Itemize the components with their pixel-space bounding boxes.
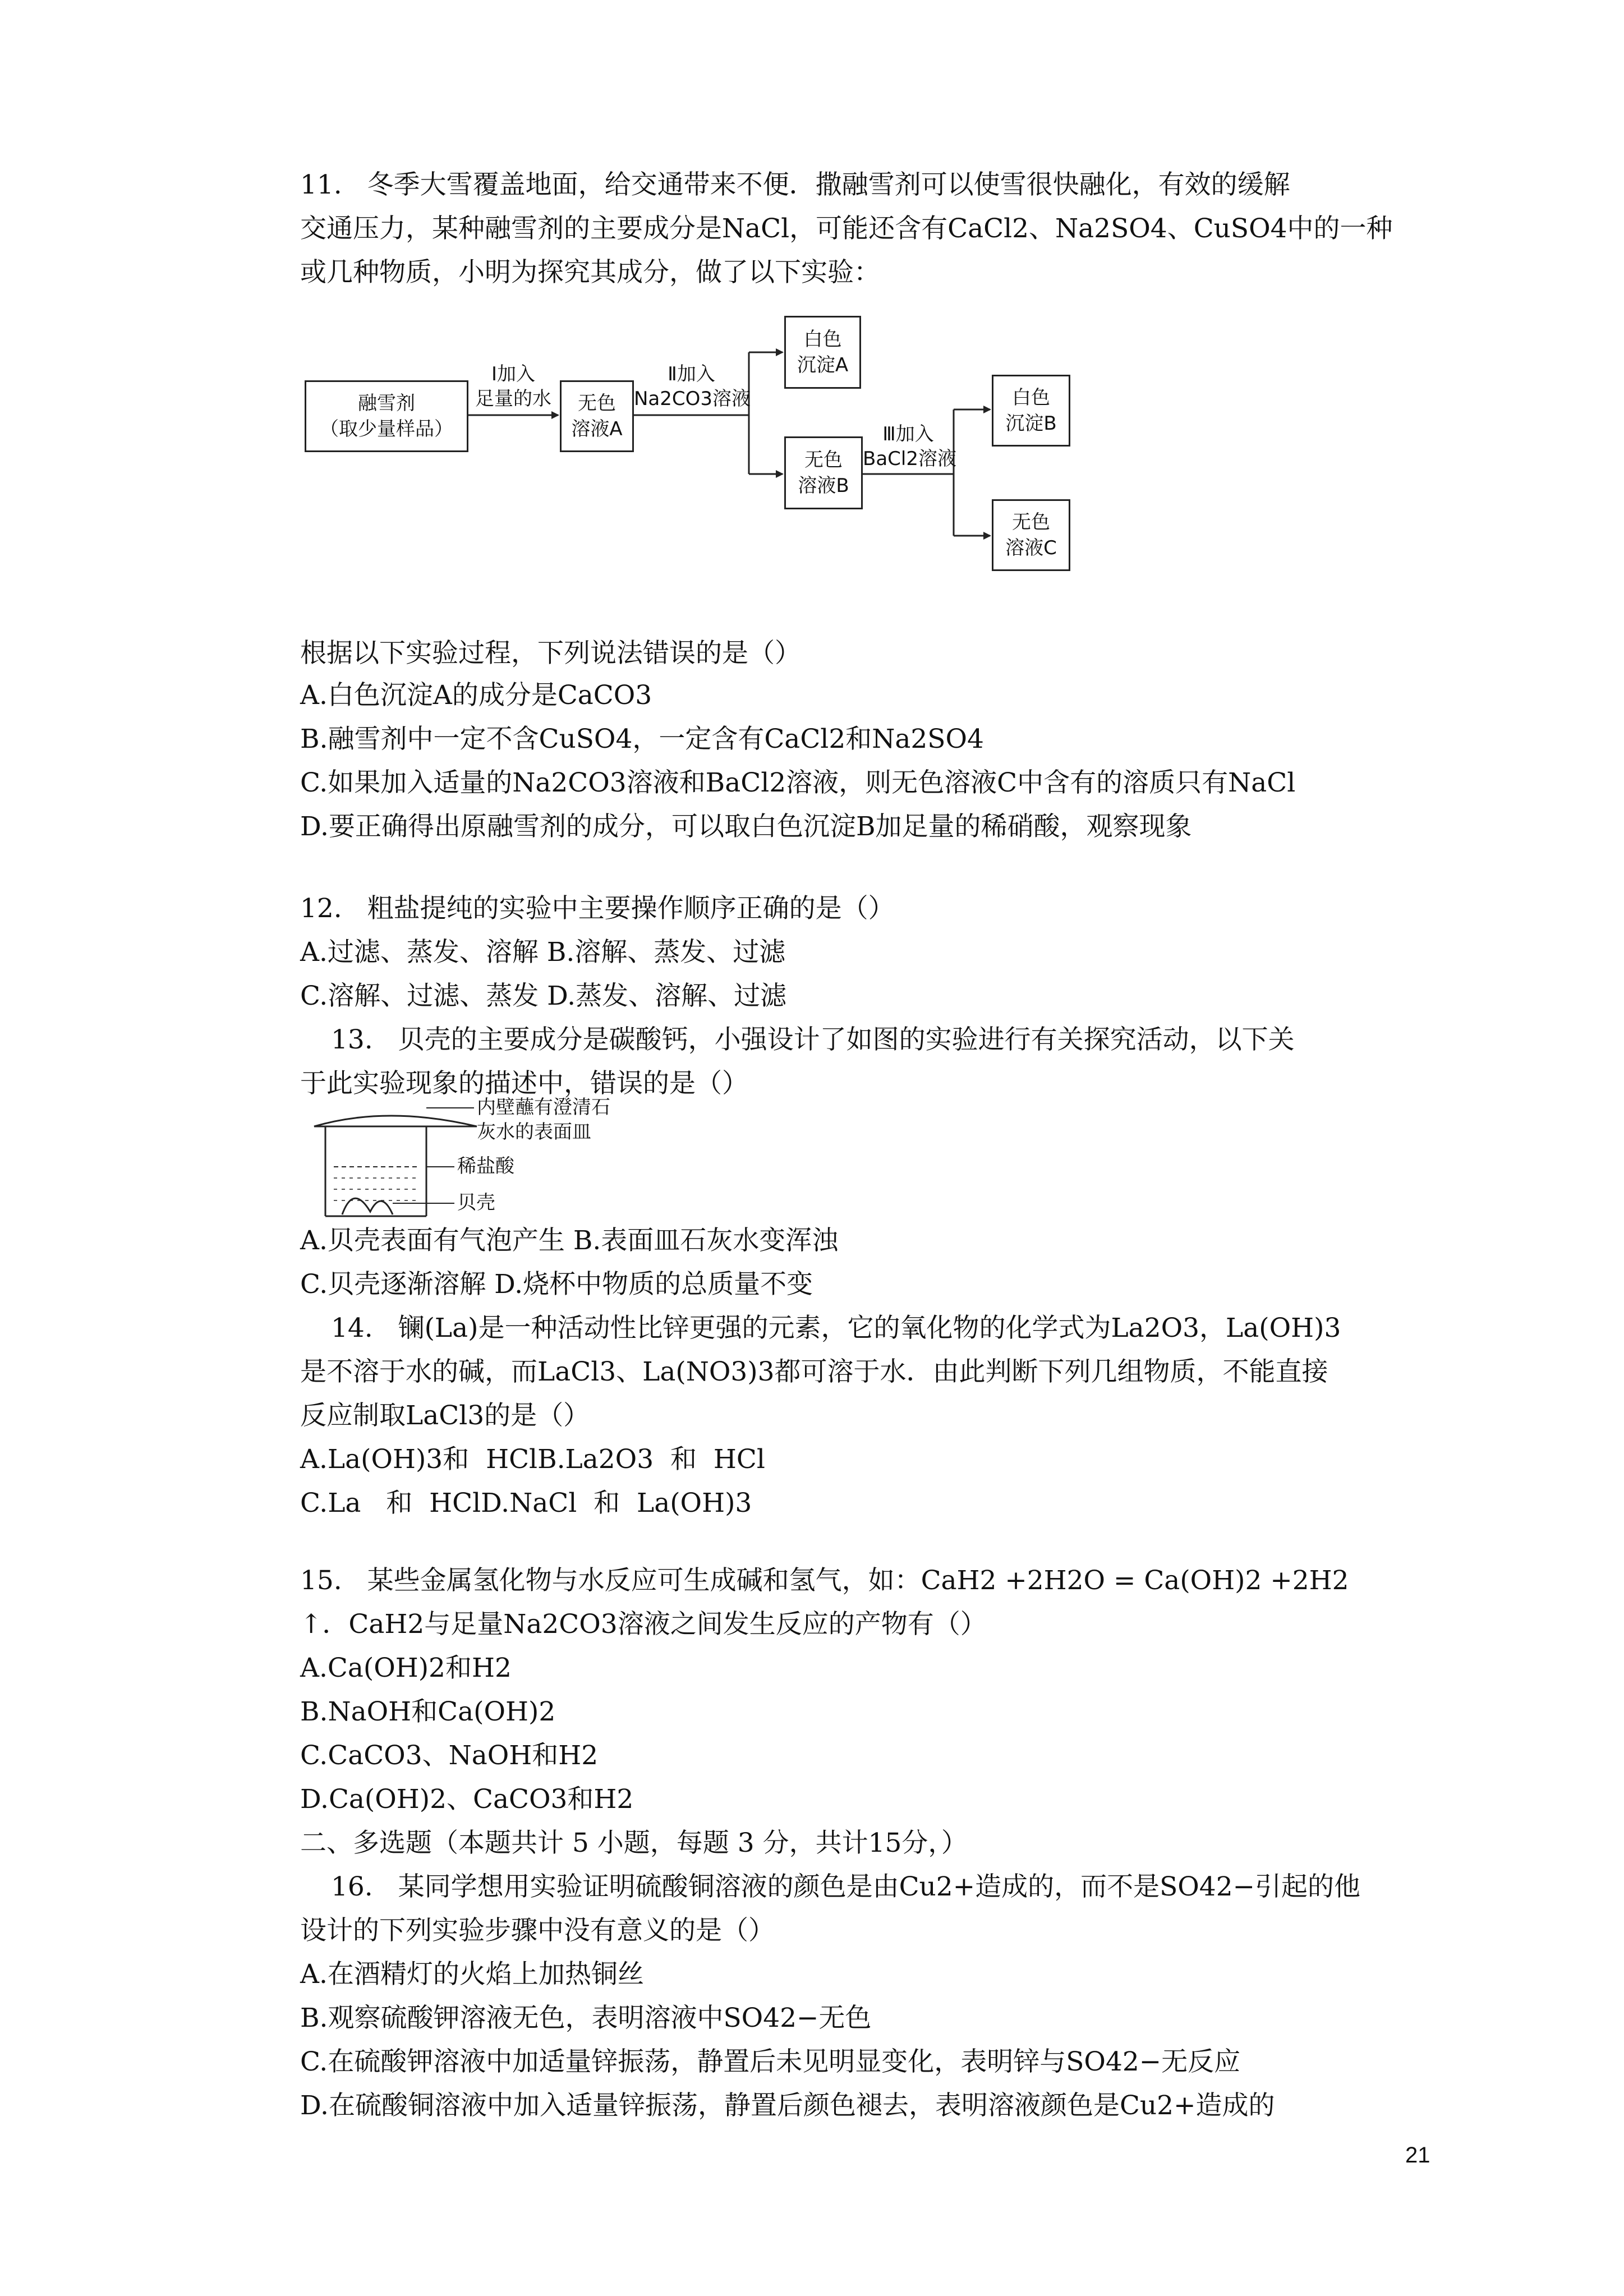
q11-question: 根据以下实验过程，下列说法错误的是（） — [300, 638, 801, 669]
q14-option-cd: C.La 和 HClD.NaCl 和 La(OH)3 — [300, 1488, 752, 1519]
q13-beaker-figure — [309, 1096, 645, 1223]
q16-stem-line1: 16. 某同学想用实验证明硫酸铜溶液的颜色是由Cu2+造成的，而不是SO42−引起的他 — [331, 1871, 1360, 1902]
q16-option-b: B.观察硫酸钾溶液无色，表明溶液中SO42−无色 — [300, 2003, 872, 2033]
q13-stem-line2: 于此实验现象的描述中，错误的是（） — [300, 1068, 748, 1099]
acid-label: 稀盐酸 — [457, 1155, 514, 1177]
solution-a-line1: 无色 — [578, 392, 616, 415]
step1-line2: 足量的水 — [475, 388, 551, 410]
start-box-snow-melt-agent — [305, 380, 468, 452]
start-box-line2: （取少量样品） — [320, 418, 453, 440]
q11-stem-line3: 或几种物质，小明为探究其成分，做了以下实验： — [300, 257, 880, 288]
page-number: 21 — [1405, 2143, 1430, 2168]
q15-option-c: C.CaCO3、NaOH和H2 — [300, 1740, 599, 1771]
precipitate-b-line2: 沉淀B — [1005, 412, 1057, 435]
q11-option-d: D.要正确得出原融雪剂的成分，可以取白色沉淀B加足量的稀硝酸，观察现象 — [300, 811, 1192, 842]
q15-option-a: A.Ca(OH)2和H2 — [300, 1653, 512, 1683]
q13-option-cd: C.贝壳逐渐溶解 D.烧杯中物质的总质量不变 — [300, 1269, 813, 1300]
q13-option-ab: A.贝壳表面有气泡产生 B.表面皿石灰水变浑浊 — [300, 1225, 839, 1256]
section-2-heading: 二、多选题（本题共计 5 小题，每题 3 分，共计15分，） — [300, 1828, 968, 1858]
solution-c-box — [992, 499, 1070, 571]
q16-stem-line2: 设计的下列实验步骤中没有意义的是（） — [300, 1915, 775, 1946]
solution-c-line2: 溶液C — [1005, 537, 1057, 559]
precipitate-b-box — [992, 375, 1070, 447]
q11-option-c: C.如果加入适量的Na2CO3溶液和BaCl2溶液，则无色溶液C中含有的溶质只有NaCl — [300, 767, 1296, 798]
solution-c-line1: 无色 — [1012, 511, 1050, 533]
q12-stem: 12. 粗盐提纯的实验中主要操作顺序正确的是（） — [300, 893, 895, 924]
step2-line2: Na2CO3溶液 — [634, 388, 751, 410]
precipitate-a-line1: 白色 — [803, 328, 842, 351]
solution-a-line2: 溶液A — [571, 418, 623, 440]
solution-a-box — [560, 380, 634, 452]
step3-line1: Ⅲ加入 — [882, 423, 934, 445]
watch-glass-label — [477, 1095, 610, 1144]
step1-label — [468, 362, 558, 411]
q15-stem-line1: 15. 某些金属氢化物与水反应可生成碱和氢气，如：CaH2 +2H2O = Ca(OH)2 +2H2 — [300, 1565, 1349, 1596]
q15-option-b: B.NaOH和Ca(OH)2 — [300, 1696, 556, 1727]
step2-label — [634, 362, 749, 411]
q13-stem-line1: 13. 贝壳的主要成分是碳酸钙，小强设计了如图的实验进行有关探究活动，以下关 — [331, 1024, 1295, 1055]
q11-option-b: B.融雪剂中一定不含CuSO4，一定含有CaCl2和Na2SO4 — [300, 724, 984, 754]
watch-glass-label-line2: 灰水的表面皿 — [477, 1121, 591, 1143]
solution-b-box — [784, 436, 863, 509]
q11-option-a: A.白色沉淀A的成分是CaCO3 — [300, 680, 652, 711]
solution-b-line1: 无色 — [804, 449, 843, 471]
q12-option-ab: A.过滤、蒸发、溶解 B.溶解、蒸发、过滤 — [300, 937, 786, 968]
q11-stem-line1: 11. 冬季大雪覆盖地面，给交通带来不便．撒融雪剂可以使雪很快融化，有效的缓解 — [300, 169, 1290, 200]
step2-line1: Ⅱ加入 — [668, 363, 715, 385]
watch-glass-icon — [314, 1116, 477, 1126]
q15-option-d: D.Ca(OH)2、CaCO3和H2 — [300, 1784, 634, 1815]
q11-stem-line2: 交通压力，某种融雪剂的主要成分是NaCl，可能还含有CaCl2、Na2SO4、CuSO4中的一种 — [300, 213, 1393, 244]
q12-option-cd: C.溶解、过滤、蒸发 D.蒸发、溶解、过滤 — [300, 981, 787, 1011]
q16-option-d: D.在硫酸铜溶液中加入适量锌振荡，静置后颜色褪去，表明溶液颜色是Cu2+造成的 — [300, 2090, 1275, 2121]
q14-option-ab: A.La(OH)3和 HClB.La2O3 和 HCl — [300, 1444, 765, 1475]
step3-label — [863, 422, 954, 471]
step1-line1: Ⅰ加入 — [491, 363, 536, 385]
watch-glass-label-line1: 内壁蘸有澄清石 — [477, 1096, 610, 1119]
q14-stem-line2: 是不溶于水的碱，而LaCl3、La(NO3)3都可溶于水．由此判断下列几组物质，不能直接 — [300, 1356, 1328, 1387]
precipitate-a-box — [784, 316, 861, 389]
flow-arrows — [0, 0, 1624, 617]
solution-b-line2: 溶液B — [798, 475, 849, 497]
precipitate-b-line1: 白色 — [1012, 386, 1050, 409]
q11-flow-diagram — [0, 0, 1624, 617]
q15-stem-line2: ↑．CaH2与足量Na2CO3溶液之间发生反应的产物有（） — [300, 1609, 987, 1640]
start-box-line1: 融雪剂 — [358, 392, 415, 415]
q14-stem-line1: 14. 镧(La)是一种活动性比锌更强的元素，它的氧化物的化学式为La2O3，La(OH)3 — [331, 1313, 1341, 1343]
q16-option-a: A.在酒精灯的火焰上加热铜丝 — [300, 1959, 644, 1990]
q16-option-c: C.在硫酸钾溶液中加适量锌振荡，静置后未见明显变化，表明锌与SO42−无反应 — [300, 2046, 1241, 2077]
shell-label: 贝壳 — [457, 1191, 495, 1214]
q14-stem-line3: 反应制取LaCl3的是（） — [300, 1400, 590, 1431]
precipitate-a-line2: 沉淀A — [797, 354, 849, 376]
step3-line2: BaCl2溶液 — [863, 448, 956, 470]
